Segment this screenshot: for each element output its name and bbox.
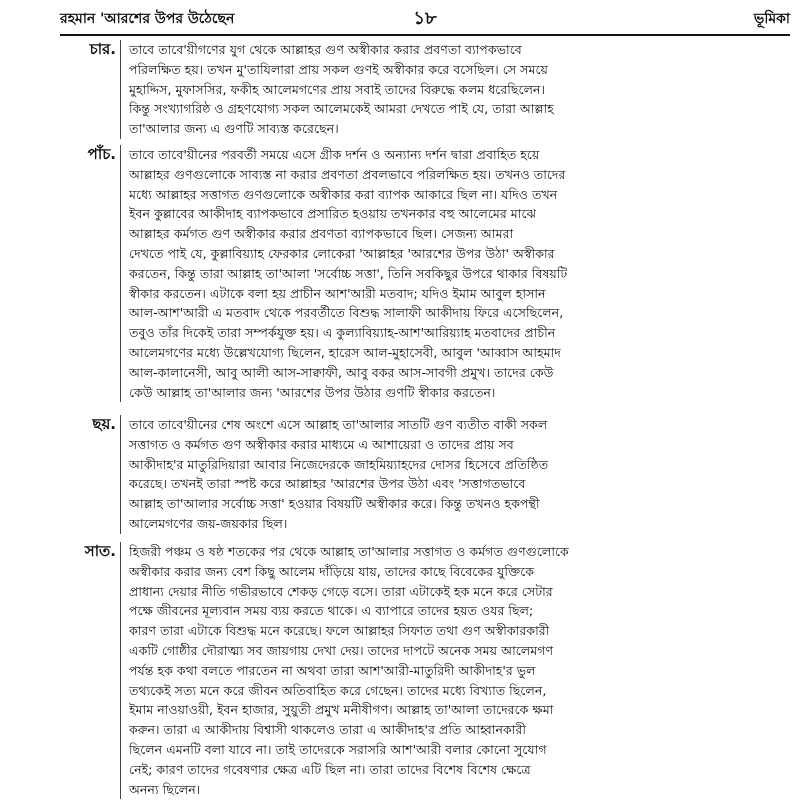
section-body — [120, 415, 790, 534]
text-line: করেছে। তখনই তারা স্পষ্ট করে আল্লাহর 'আরশের উপর উঠা এবং 'সত্তাগতভাবে — [129, 476, 526, 492]
section-1 — [89, 40, 790, 139]
text-line: প্রাধান্য দেয়ার নীতি গভীরভাবে শেকড় গেড়ে বসে। তারা এটাকেই হক মনে করে সেটার — [129, 583, 553, 599]
text-line: ছিলেন এমনটি বলা যাবে না। তাই তাদেরকে সরাসরি আশ'আরী বলার কোনো সুযোগ — [129, 741, 547, 757]
text-line: একটি গোষ্ঠীর দৌরাত্ম্য সব জায়গায় দেখা দেয়। তাদের দাপটে অনেক সময় আলেমগণ — [129, 642, 554, 658]
text-line: ইবন কুল্লাবের আকীদাহ ব্যাপকভাবে প্রসারিত হওয়ায় তখনকার বহু আলেমের মাঝে — [129, 206, 537, 222]
section-body — [120, 40, 790, 139]
header-book-title: রহমান 'আরশের উপর উঠেছেন — [60, 11, 235, 27]
text-line: পরিলক্ষিত হয়। তখন মু'তাযিলারা প্রায় সকল গুণই অস্বীকার করে বসেছিল। সে সময়ে — [129, 61, 548, 77]
header-rule — [60, 34, 790, 36]
text-line: আলেমগণের মধ্যে উল্লেখযোগ্য ছিলেন, হারেস আল-মুহাসেবী, আবুল 'আব্বাস আহমাদ — [129, 344, 561, 360]
text-line: তা'আলার জন্য এ গুণটি সাব্যস্ত করেছেন। — [129, 121, 339, 137]
text-line: সত্তাগত ও কর্মগত গুণ অস্বীকার করার মাধ্যমে এ আশায়েরা ও তাদের প্রায় সব — [129, 436, 514, 452]
page-number: ১৮ — [413, 7, 437, 29]
text-line: আল্লাহর গুণগুলোকে সাব্যস্ত না করার প্রবণতা প্রবলভাবে পরিলক্ষিত হয়। তখনও তাদের — [129, 166, 566, 182]
section-4 — [84, 542, 790, 799]
text-line: আল-আশ'আরী এ মতবাদ থেকে পরবর্তীতে বিশুদ্ধ সালাফী আকীদায় ফিরে এসেছিলেন, — [129, 305, 564, 321]
text-line: কিন্তু সংখ্যাগরিষ্ঠ ও গ্রহণযোগ্য সকল আলেমকেই আমরা দেখতে পাই যে, তারা আল্লাহ — [129, 101, 554, 117]
text-line: মুহাদ্দিস, মুফাসসির, ফকীহ আলেমগণের প্রায় সবাই তাদের বিরুদ্ধে কলম ধরেছিলেন। — [129, 81, 545, 97]
text-line: অনন্য ছিলেন। — [129, 781, 201, 797]
text-line: অস্বীকার করার জন্য বেশ কিছু আলেম দাঁড়িয়ে যায়, তাদের কাছে বিবেকের যুক্তিকে — [129, 563, 535, 579]
text-line: নেই; কারণ তাদের গবেষণার ক্ষেত্র এটি ছিল না। তারা তাদের বিশেষ বিশেষ ক্ষেত্রে — [129, 761, 531, 777]
text-line: আকীদাহ'র মাতুরিদিয়ারা আবার নিজেদেরকে জাহমিয়্যাহদের দোসর হিসেবে প্রতিষ্ঠিত — [129, 456, 549, 472]
section-body — [120, 145, 790, 402]
text-line: দেখতে পাই যে, কুল্লাবিয়্যাহ ফেরকার লোকেরা 'আল্লাহর 'আরশের উপর উঠা' অস্বীকার — [129, 245, 555, 261]
text-line: তাবে তাবে'য়ীনের শেষ অংশে এসে আল্লাহ তা'আলার সাতটি গুণ ব্যতীত বাকী সকল — [129, 417, 548, 432]
text-line: মধ্যে আল্লাহর সত্তাগত গুণগুলোকে অস্বীকার করা ব্যাপক আকারে ছিল না। যদিও তখন — [129, 186, 558, 202]
text-line: তাবে তাবে'য়ীনের পরবর্তী সময়ে এসে গ্রীক দর্শন ও অন্যান্য দর্শন দ্বারা প্রবাহিত হয়ে — [129, 147, 540, 162]
text-line: তথ্যকেই সত্য মনে করে জীবন অতিবাহিত করে গেছেন। তাদের মধ্যে বিখ্যাত ছিলেন, — [129, 682, 547, 698]
section-label: পাঁচ. — [87, 145, 116, 163]
text-line: পক্ষে জীবনের মূল্যবান সময় ব্যয় করতে থাকে। এ ব্যাপারে তাদের হয়ত ওযর ছিল; — [129, 603, 534, 619]
text-line: তাবে তাবে'য়ীগণের যুগ থেকে আল্লাহর গুণ অস্বীকার করার প্রবণতা ব্যাপকভাবে — [129, 42, 522, 57]
text-line: পর্যন্ত হক কথা বলতে পারতেন না অথবা তারা আশ'আরী-মাতুরিদী আকীদাহ'র ভুল — [129, 662, 536, 678]
text-line: ইমাম নাওয়াওয়ী, ইবন হাজার, সুয়ুতী প্রমুখ মনীষীগণ। আল্লাহ তা'আলা তাদেরকে ক্ষমা — [129, 702, 554, 718]
text-line: কেউ আল্লাহ তা'আলার জন্য 'আরশের উপর উঠার গুণটি স্বীকার করতেন। — [129, 384, 496, 400]
running-header — [60, 6, 790, 32]
section-body — [120, 542, 790, 799]
text-line: আল্লাহ তা'আলার সর্বোচ্চ সত্তা' হওয়ার বিষয়টি অস্বীকার করে। কিন্তু তখনও হকপন্থী — [129, 496, 540, 512]
section-label: সাত. — [84, 542, 116, 560]
text-line: হিজরী পঞ্চম ও ষষ্ঠ শতকের পর থেকে আল্লাহ তা'আলার সত্তাগত ও কর্মগত গুণগুলোকে — [129, 544, 569, 559]
text-line: তবুও তাঁর দিকেই তারা সম্পর্কযুক্ত হয়। এ কুল্যাবিয়্যাহ-আশ'আরিয়্যাহ মতবাদের প্রাচীন — [129, 325, 556, 341]
section-label: চার. — [89, 40, 116, 58]
text-line: করতেন, কিন্তু তারা আল্লাহ তা'আলা 'সর্বোচ্চ সত্তা', তিনি সবকিছুর উপরে থাকার বিষয়টি — [129, 265, 568, 281]
section-label: ছয়. — [92, 415, 116, 433]
text-line: আলেমগণের জয়-জয়কার ছিল। — [129, 515, 288, 531]
text-line: কারণ তারা এটাকে বিশুদ্ধ মনে করেছে। ফলে আল্লাহর সিফাত তথা গুণ অস্বীকারকারী — [129, 623, 550, 639]
text-line: আল্লাহর কর্মগত গুণ অস্বীকার করার প্রবণতা ব্যাপকভাবে ছিল। সেজন্য আমরা — [129, 226, 514, 242]
section-2 — [87, 145, 790, 402]
header-chapter-title: ভূমিকা — [753, 11, 790, 27]
text-line: স্বীকার করতেন। এটাকে বলা হয় প্রাচীন আশ'আরী মতবাদ; যদিও ইমাম আবুল হাসান — [129, 285, 546, 301]
text-line: আল-কালানেসী, আবু আলী আস-সাক্বাফী, আবু বকর আস-সাবগী প্রমুখ। তাদের কেউ — [129, 364, 554, 380]
section-3 — [92, 415, 790, 534]
text-line: করুন। তারা এ আকীদায় বিশ্বাসী থাকলেও তারা এ আকীদাহ'র প্রতি আহ্বানকারী — [129, 722, 526, 738]
